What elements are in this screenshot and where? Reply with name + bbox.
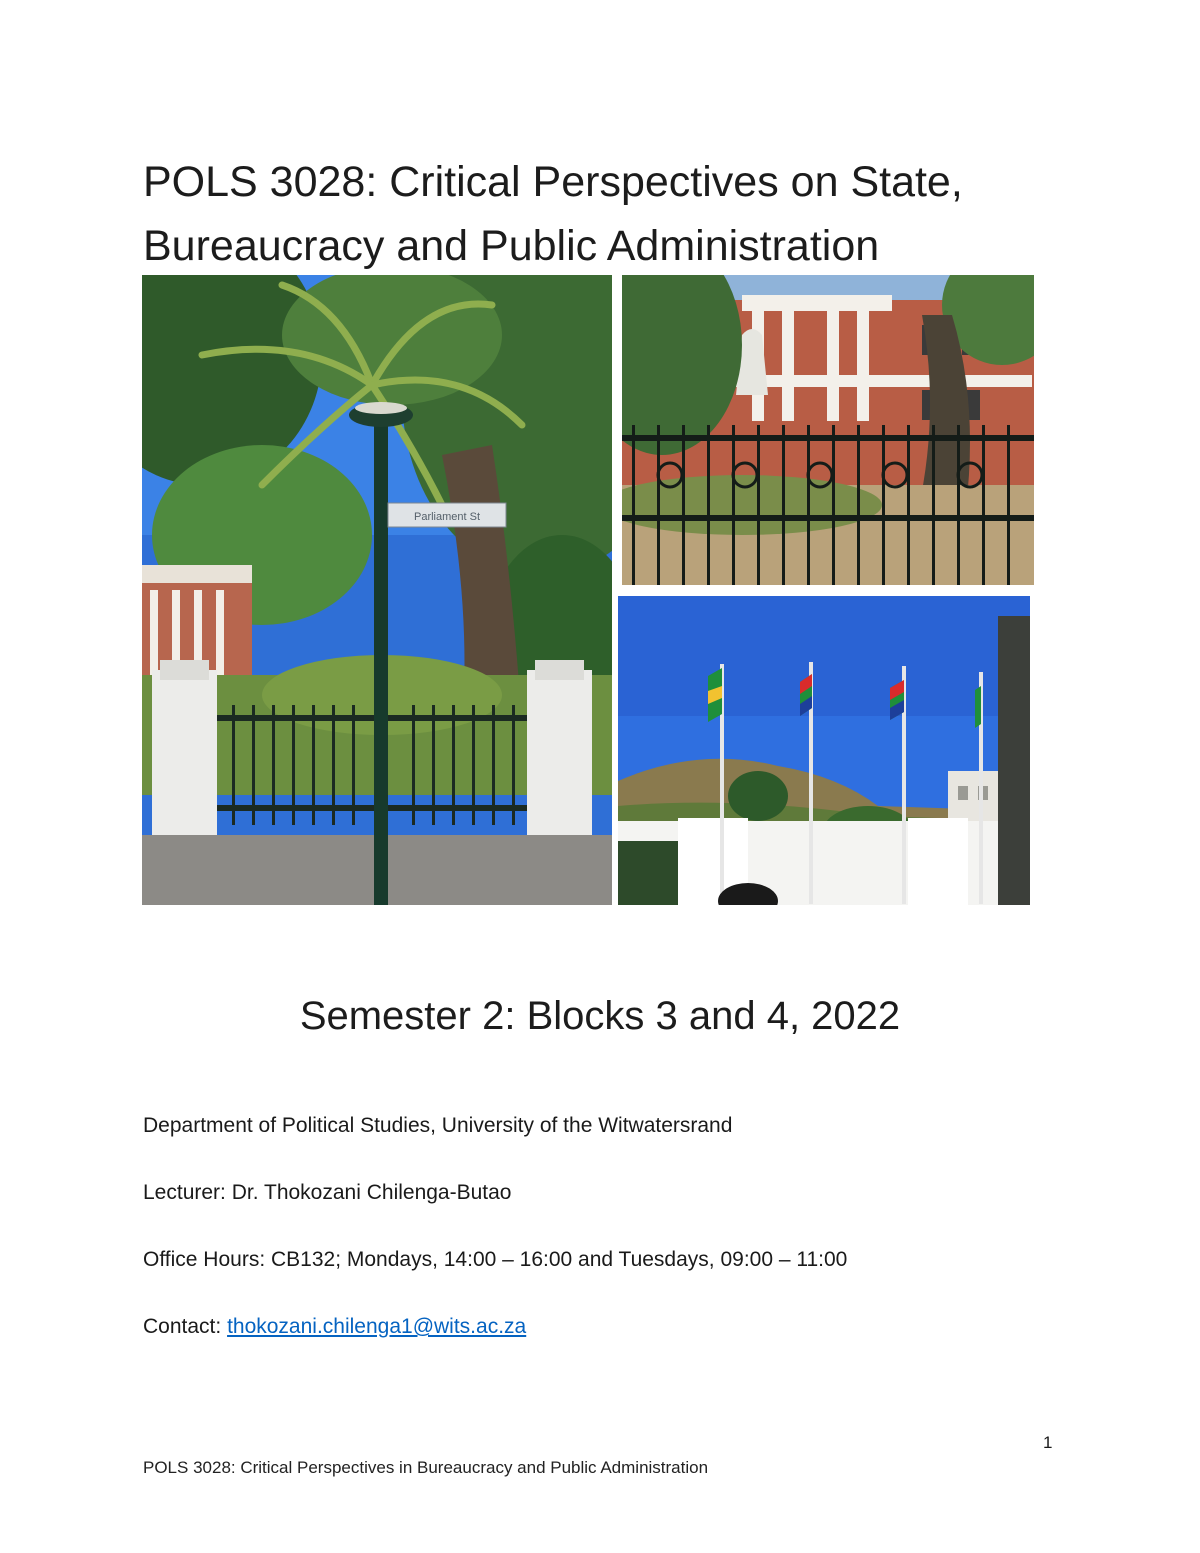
photo-parliament-fence bbox=[622, 275, 1034, 585]
photo-lamp-post-palms bbox=[142, 275, 612, 905]
lecturer-line: Lecturer: Dr. Thokozani Chilenga-Butao bbox=[143, 1181, 512, 1204]
street-sign-text: Parliament St bbox=[413, 511, 481, 523]
running-footer: POLS 3028: Critical Perspectives in Bureaucracy and Public Administration bbox=[143, 1458, 709, 1477]
contact-label: Contact: bbox=[143, 1315, 222, 1338]
title-line-2: Bureaucracy and Public Administration bbox=[143, 222, 880, 270]
photo-collage bbox=[142, 275, 1034, 905]
contact-line bbox=[143, 1312, 526, 1342]
photo-flags bbox=[618, 596, 1030, 905]
contact-email-link[interactable]: thokozani.chilenga1@wits.ac.za bbox=[227, 1315, 527, 1338]
page-number: 1 bbox=[1043, 1433, 1053, 1452]
department-line: Department of Political Studies, University of the Witwatersrand bbox=[143, 1114, 733, 1137]
semester-heading: Semester 2: Blocks 3 and 4, 2022 bbox=[299, 994, 901, 1038]
document-title bbox=[143, 150, 1103, 278]
title-line-1: POLS 3028: Critical Perspectives on State, bbox=[143, 158, 963, 206]
office-hours-line: Office Hours: CB132; Mondays, 14:00 – 16:00 and Tuesdays, 09:00 – 11:00 bbox=[143, 1248, 848, 1271]
